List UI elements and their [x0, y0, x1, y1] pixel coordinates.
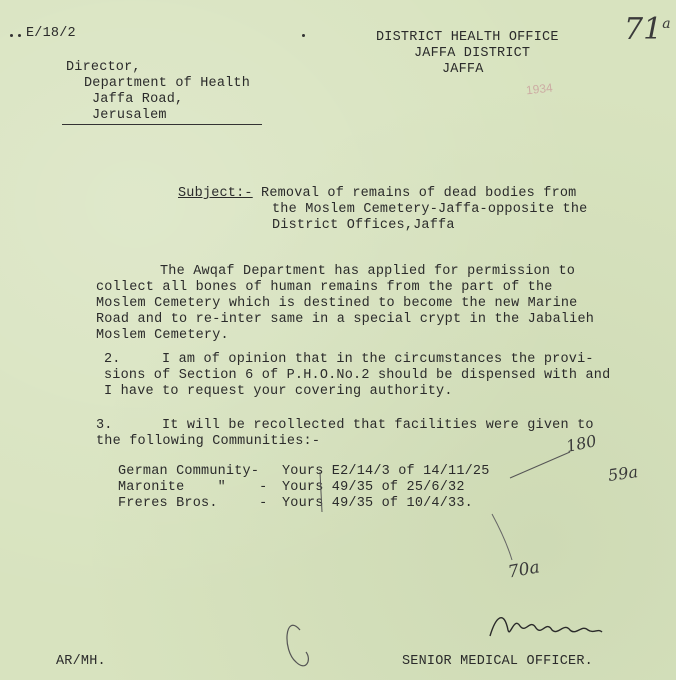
pencil-note-2: 59a: [606, 462, 640, 485]
paragraph-1-line-4: Road and to re-inter same in a special crypt in the Jabalieh: [96, 312, 595, 327]
paragraph-2-line-1: I am of opinion that in the circumstances the provi-: [162, 352, 594, 367]
pencil-note-3: 70a: [506, 557, 542, 583]
annotation-stroke: [510, 452, 570, 478]
addressee-street: Jaffa Road,: [92, 92, 184, 107]
typist-initials: AR/MH.: [56, 654, 106, 669]
community-name: German Community-: [118, 464, 260, 479]
initial-scribble: [287, 625, 308, 666]
community-reference: Yours E2/14/3 of 14/11/25: [282, 464, 490, 479]
office-town: JAFFA: [442, 62, 484, 77]
subject-line-2: the Moslem Cemetery-Jaffa-opposite the: [272, 202, 588, 217]
paragraph-2-line-2: sions of Section 6 of P.H.O.No.2 should be dispensed with and: [104, 368, 611, 383]
addressee-city: Jerusalem: [92, 108, 167, 123]
annotation-stroke: [320, 472, 322, 512]
addressee-department: Department of Health: [84, 76, 251, 91]
community-name: Freres Bros. -: [118, 496, 268, 511]
folio-number-text: 71: [624, 12, 663, 47]
paragraph-3-line-2: the following Communities:-: [96, 434, 321, 449]
addressee-title: Director,: [66, 60, 141, 75]
office-district: JAFFA DISTRICT: [414, 46, 531, 61]
annotation-stroke: [492, 514, 512, 560]
community-reference: Yours 49/35 of 25/6/32: [282, 480, 465, 495]
paragraph-1-line-3: Moslem Cemetery which is destined to become the new Marine: [96, 296, 578, 311]
paragraph-3-number: 3.: [96, 418, 113, 433]
subject-line-3: District Offices,Jaffa: [272, 218, 455, 233]
community-reference: Yours 49/35 of 10/4/33.: [282, 496, 473, 511]
paragraph-2-number: 2.: [104, 352, 121, 367]
handwritten-signature: [486, 606, 606, 646]
pencil-note-1: 180: [564, 431, 599, 456]
paragraph-1-line-5: Moslem Cemetery.: [96, 328, 229, 343]
subject-text-1: Removal of remains of dead bodies from: [252, 186, 577, 201]
subject-label: Subject:-: [178, 186, 253, 201]
paragraph-1-line-1: The Awqaf Department has applied for permission to: [160, 264, 576, 279]
community-name: Maronite " -: [118, 480, 268, 495]
folio-suffix: a: [662, 16, 671, 32]
office-name: DISTRICT HEALTH OFFICE: [376, 30, 559, 45]
received-stamp: 1934: [525, 80, 554, 98]
signature-stroke: [490, 618, 602, 636]
signatory-title: SENIOR MEDICAL OFFICER.: [402, 654, 593, 669]
paragraph-1-line-2: collect all bones of human remains from the part of the: [96, 280, 553, 295]
file-reference: E/18/2: [26, 26, 76, 41]
paragraph-3-line-1: It will be recollected that facilities were given to: [162, 418, 594, 433]
paragraph-2-line-3: I have to request your covering authority.: [104, 384, 453, 399]
